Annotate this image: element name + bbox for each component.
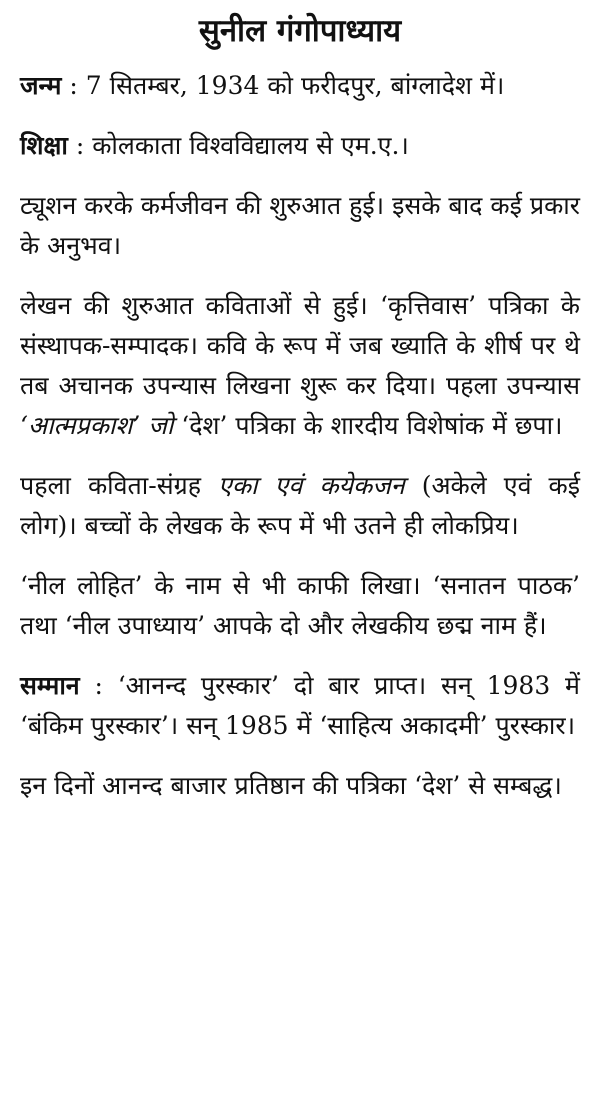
poetry-collection-title: एका एवं कयेकजन — [218, 471, 405, 500]
honours-separator: : — [79, 671, 118, 700]
honours-paragraph — [20, 666, 580, 746]
birth-separator: : — [61, 71, 86, 100]
birth-label: जन्म — [20, 71, 62, 100]
education-separator: : — [67, 131, 93, 160]
birth-paragraph — [20, 66, 580, 106]
education-paragraph — [20, 126, 580, 166]
career-paragraph: ट्यूशन करके कर्मजीवन की शुरुआत हुई। इसके बाद कई प्रकार के अनुभव। — [20, 191, 580, 260]
writing-text-part2: ‘देश’ पत्रिका के शारदीय विशेषांक में छपा। — [173, 411, 563, 440]
pseudonyms-paragraph: ‘नील लोहित’ के नाम से भी काफी लिखा। ‘सनातन पाठक’ तथा ‘नील उपाध्याय’ आपके दो और लेखकीय छद्म नाम हैं। — [20, 571, 580, 640]
current-paragraph: इन दिनों आनन्द बाजार प्रतिष्ठान की पत्रिका ‘देश’ से सम्बद्ध। — [20, 771, 562, 800]
writing-text-part1: लेखन की शुरुआत कविताओं से हुई। ‘कृत्तिवास’ पत्रिका के संस्थापक-सम्पादक। कवि के रूप में जब ख्याति के शीर्ष पर थे तब अचानक उपन्यास लिखना शुरू कर दिया। पहला उपन्यास — [20, 291, 580, 400]
poetry-paragraph — [20, 466, 580, 546]
page-title: सुनील गंगोपाध्याय — [198, 13, 402, 49]
honours-text: ‘आनन्द पुरस्कार’ दो बार प्राप्त। सन् 1983 में ‘बंकिम पुरस्कार’। सन् 1985 में ‘साहित्य अकादमी’ पुरस्कार। — [20, 671, 580, 740]
poetry-text-part2: (अकेले एवं कई लोग)। बच्चों के लेखक के रूप में भी उतने ही लोकप्रिय। — [20, 471, 580, 540]
education-label: शिक्षा — [20, 131, 68, 160]
writing-paragraph — [20, 286, 580, 446]
honours-label: सम्मान — [20, 671, 80, 700]
novel-title: ‘आत्मप्रकाश’ जो — [20, 411, 174, 440]
birth-text: 7 सितम्बर, 1934 को फरीदपुर, बांग्लादेश में। — [85, 71, 505, 100]
education-text: कोलकाता विश्वविद्यालय से एम.ए.। — [92, 131, 409, 160]
poetry-text-part1: पहला कविता-संग्रह — [20, 471, 219, 500]
